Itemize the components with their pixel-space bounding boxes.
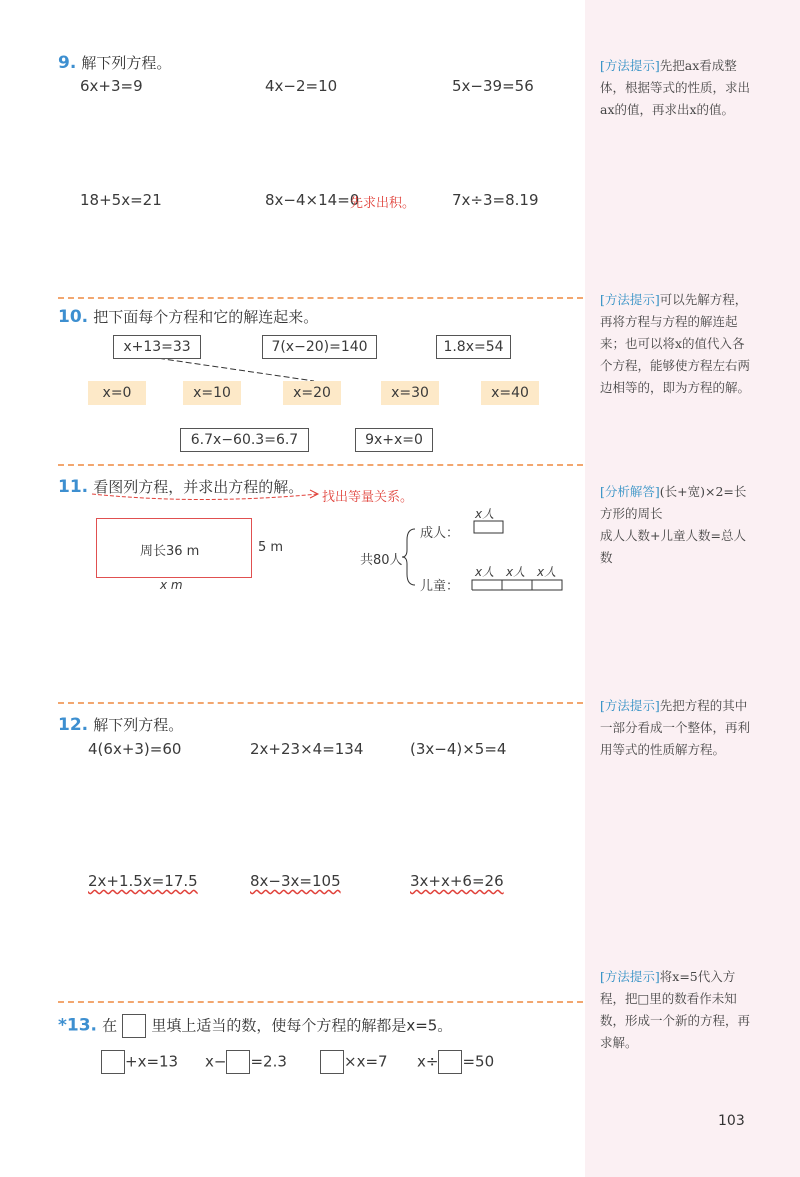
tip-2-text: 可以先解方程，再将方程与方程的解连起来；也可以将x的值代入各个方程，能够使方程左右两边相等的，即为方程的解。 [600, 292, 751, 395]
rect-width-label: 5 m [258, 540, 284, 555]
q10-solution-3: x=20 [283, 381, 341, 405]
q12-title: 解下列方程。 [93, 716, 184, 734]
q11-number: 11. [58, 477, 89, 497]
q13-eq-4-pre: x÷ [417, 1052, 439, 1071]
tip-3 [600, 459, 752, 569]
q13-eq-2-pre: x− [205, 1052, 227, 1071]
q12-eq-2: 2x+23×4=134 [250, 740, 364, 758]
q10-title: 把下面每个方程和它的解连起来。 [93, 308, 319, 326]
q13-eq-1 [101, 1050, 178, 1074]
q9-number: 9. [58, 53, 77, 73]
child-x-label-1: x人 [475, 565, 495, 579]
tip-4 [600, 695, 752, 761]
q11-hint: 找出等量关系。 [322, 490, 414, 505]
tip-3-text: (长+宽)×2=长方形的周长 成人人数+儿童人数=总人数 [600, 484, 747, 565]
q12-eq-5-text: 8x−3x=105 [250, 872, 341, 890]
q10-bottom-eq-2: 9x+x=0 [355, 428, 433, 452]
divider [58, 1001, 583, 1003]
q9-eq-2: 4x−2=10 [265, 77, 338, 95]
total-people-label: 共80人 [360, 553, 403, 568]
answer-box[interactable] [320, 1050, 344, 1074]
rect-perimeter-label: 周长36 m [140, 544, 200, 559]
q13-number: *13. [58, 1015, 98, 1036]
q9-title: 解下列方程。 [81, 54, 172, 72]
q13-eq-1-text: +x=13 [125, 1052, 179, 1071]
q13-header [58, 1014, 452, 1038]
q9-eq-5: 8x−4×14=0 [265, 191, 360, 209]
child-x-label-3: x人 [537, 565, 557, 579]
q13-eq-3 [320, 1050, 388, 1074]
q10-solution-4: x=30 [381, 381, 439, 405]
q11-title: 看图列方程，并求出方程的解。 [93, 478, 304, 496]
tip-1-text: 先把ax看成整体，根据等式的性质，求出ax的值，再求出x的值。 [600, 58, 751, 117]
q13-eq-2 [205, 1050, 287, 1074]
child-bar [472, 580, 562, 590]
page-number: 103 [718, 1113, 745, 1129]
q10-top-eq-3: 1.8x=54 [436, 335, 511, 359]
q13-eq-3-text: ×x=7 [344, 1052, 388, 1071]
adult-bar [474, 521, 503, 533]
q10-top-eq-2: 7(x−20)=140 [262, 335, 377, 359]
child-label: 儿童： [420, 579, 460, 594]
tip-5-label: [方法提示] [600, 969, 660, 984]
q10-top-eq-1: x+13=33 [113, 335, 201, 359]
tip-3-label: [分析解答] [600, 484, 660, 499]
adult-label: 成人： [420, 526, 460, 541]
answer-box[interactable] [438, 1050, 462, 1074]
tip-5-text: 将x=5代入方程，把□里的数看作未知数，形成一个新的方程，再求解。 [600, 969, 751, 1050]
q10-solution-2: x=10 [183, 381, 241, 405]
q13-title-post: 里填上适当的数，使每个方程的解都是x=5。 [151, 1016, 453, 1035]
q10-number: 10. [58, 307, 89, 327]
tip-2 [600, 289, 752, 399]
child-x-label-2: x人 [506, 565, 526, 579]
q10-solution-1: x=0 [88, 381, 146, 405]
q12-eq-5 [250, 872, 341, 890]
tip-5 [600, 966, 752, 1054]
q12-eq-6-text: 3x+x+6=26 [410, 872, 504, 890]
people-brace-diagram [0, 0, 585, 620]
q12-eq-4 [88, 872, 198, 890]
q9-eq-1: 6x+3=9 [80, 77, 143, 95]
q9-eq-6: 7x÷3=8.19 [452, 191, 539, 209]
q12-eq-1: 4(6x+3)=60 [88, 740, 182, 758]
tip-4-label: [方法提示] [600, 698, 660, 713]
adult-x-label: x人 [475, 507, 495, 521]
rect-length-label: x m [160, 578, 183, 592]
q12-eq-6 [410, 872, 504, 890]
tip-4-text: 先把方程的其中一部分看成一个整体，再利用等式的性质解方程。 [600, 698, 751, 757]
q9-eq-3: 5x−39=56 [452, 77, 534, 95]
tip-1-label: [方法提示] [600, 58, 660, 73]
tip-2-label: [方法提示] [600, 292, 660, 307]
divider [58, 702, 583, 704]
answer-box[interactable] [226, 1050, 250, 1074]
answer-box[interactable] [101, 1050, 125, 1074]
q13-title-pre: 在 [102, 1016, 118, 1035]
q9-eq-4: 18+5x=21 [80, 191, 162, 209]
q13-eq-4-post: =50 [462, 1052, 495, 1071]
q10-solution-5: x=40 [481, 381, 539, 405]
q13-eq-2-post: =2.3 [250, 1052, 287, 1071]
q12-eq-4-text: 2x+1.5x=17.5 [88, 872, 198, 890]
q13-title-blank [122, 1014, 146, 1038]
q13-eq-4 [417, 1050, 494, 1074]
q12-eq-3: (3x−4)×5=4 [410, 740, 507, 758]
tip-1 [600, 55, 752, 121]
q9-hint: 先求出积。 [350, 196, 416, 211]
q12-header [58, 714, 183, 735]
q12-number: 12. [58, 715, 89, 735]
q10-bottom-eq-1: 6.7x−60.3=6.7 [180, 428, 309, 452]
